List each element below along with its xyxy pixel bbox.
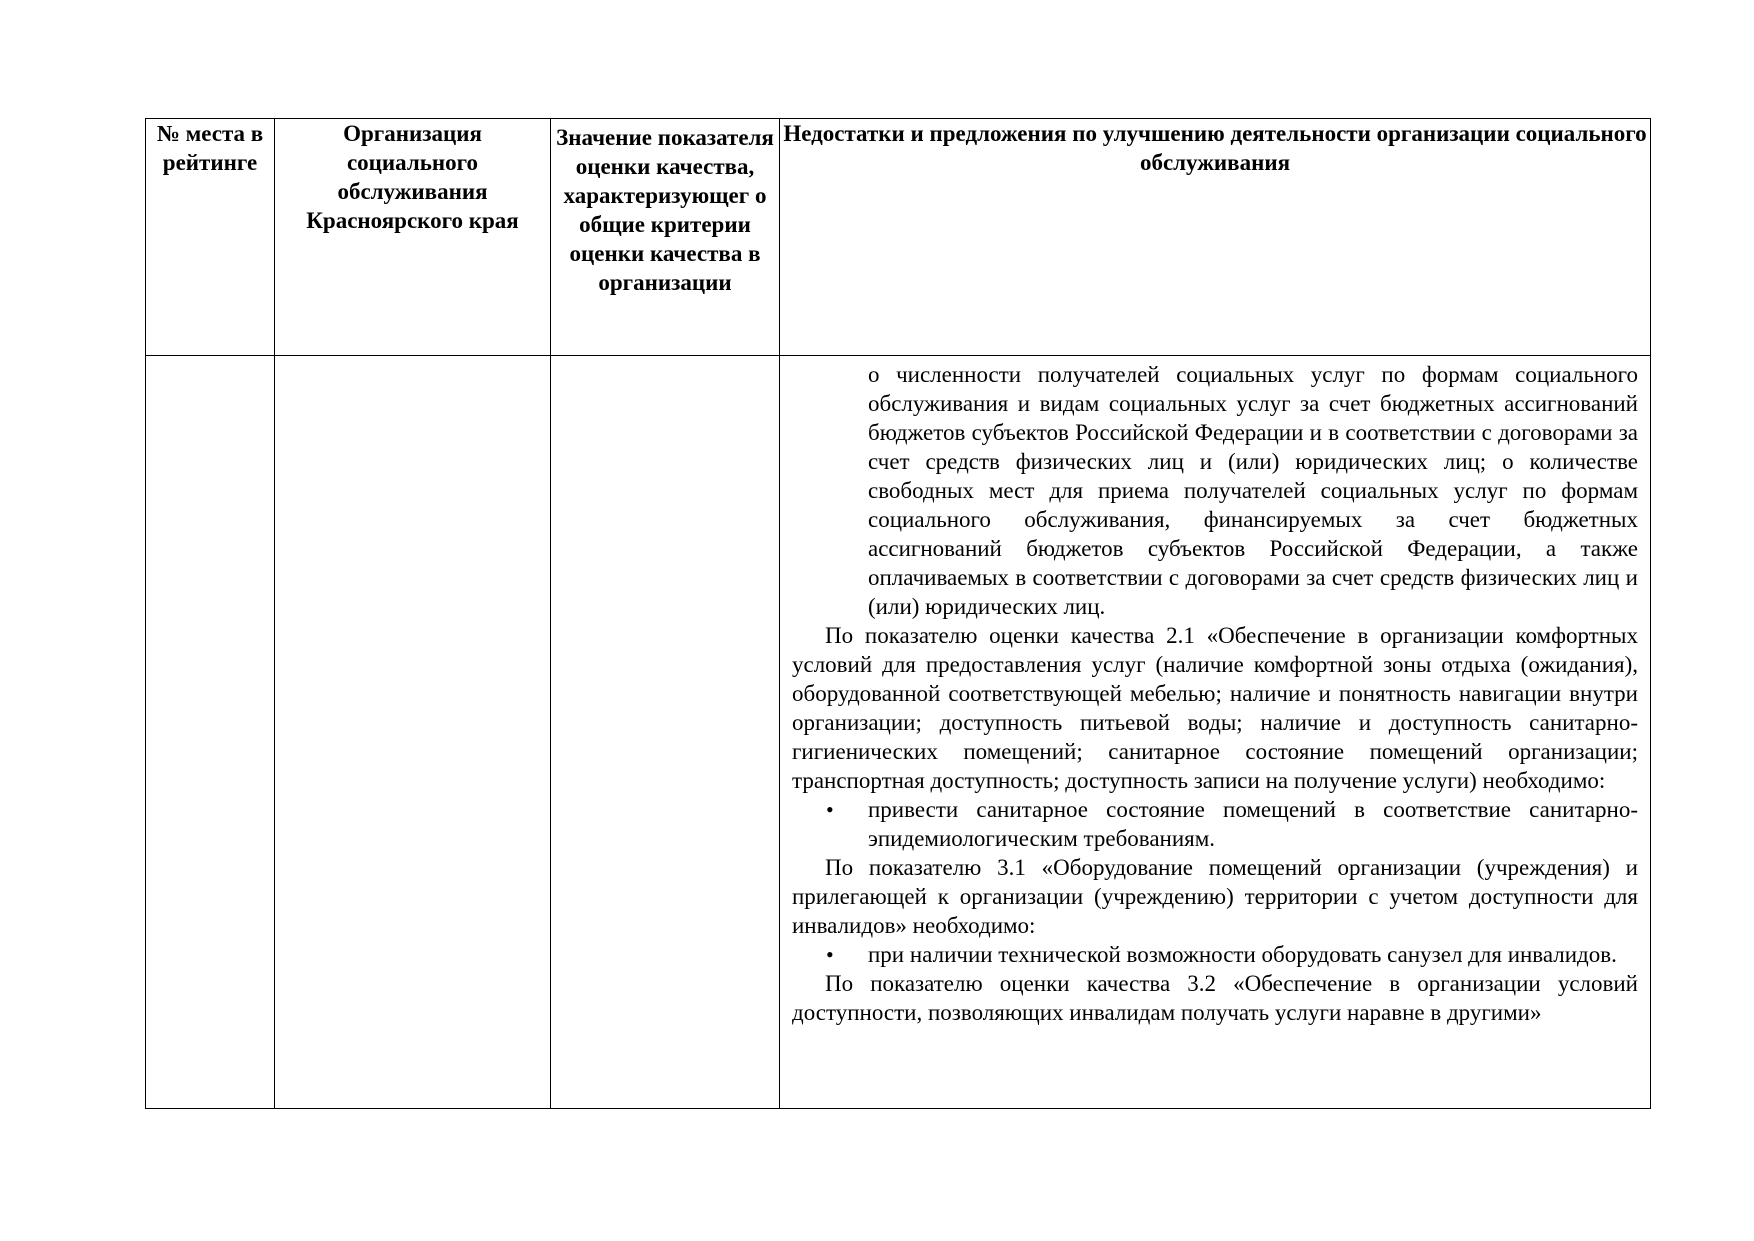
table-row [146,356,1651,1109]
bullet-item [826,940,1638,969]
cell-recommendations [780,356,1651,1109]
bullet-icon: • [826,797,834,822]
cell-rank [146,356,275,1109]
paragraph-3-1: По показателю 3.1 «Оборудование помещений организации (учреждения) и прилегающей к организации (учреждению) территории с учетом доступности для инвалидов» необходимо: [792,855,1638,938]
continuation-text: о численности получателей социальных услуг по формам социального обслуживания и видам социальных услуг за счет бюджетных ассигнований бюджетов субъектов Российской Федерации и в соответствии с договорами за счет средств физических лиц и (или) юридических лиц; о количестве свободных мест для приема получателей социальных услуг по формам социального обслуживания, финансируемых за счет бюджетных ассигнований бюджетов субъектов Российской Федерации, а также оплачиваемых в соответствии с договорами за счет средств физических лиц и (или) юридических лиц. [868,362,1638,619]
bullet-text-3-1: при наличии технической возможности оборудовать санузел для инвалидов. [868,942,1617,967]
bullet-icon: • [826,942,834,967]
header-recommendations: Недостатки и предложения по улучшению деятельности организации социального обслуживания [780,119,1651,356]
paragraph-3-2: По показателю оценки качества 3.2 «Обеспечение в организации условий доступности, позволяющих инвалидам получать услуги наравне в другими» [792,971,1638,1025]
header-rank: № места в рейтинге [146,119,275,356]
bullet-text-2-1: привести санитарное состояние помещений в соответствие санитарно-эпидемиологическим требованиям. [868,797,1638,851]
header-organization: Организация социального обслуживания Красноярского края [275,119,551,356]
rating-table [145,118,1651,1109]
cell-score [551,356,780,1109]
bullet-item [826,795,1638,853]
table-header-row [146,119,1651,356]
header-score: Значение показателя оценки качества, характеризующег о общие критерии оценки качества в организации [551,119,780,356]
paragraph-2-1: По показателю оценки качества 2.1 «Обеспечение в организации комфортных условий для предоставления услуг (наличие комфортной зоны отдыха (ожидания), оборудованной соответствующей мебелью; наличие и понятность навигации внутри организации; доступность питьевой воды; наличие и доступность санитарно-гигиенических помещений; санитарное состояние помещений организации; транспортная доступность; доступность записи на получение услуги) необходимо: [792,623,1638,793]
cell-organization [275,356,551,1109]
